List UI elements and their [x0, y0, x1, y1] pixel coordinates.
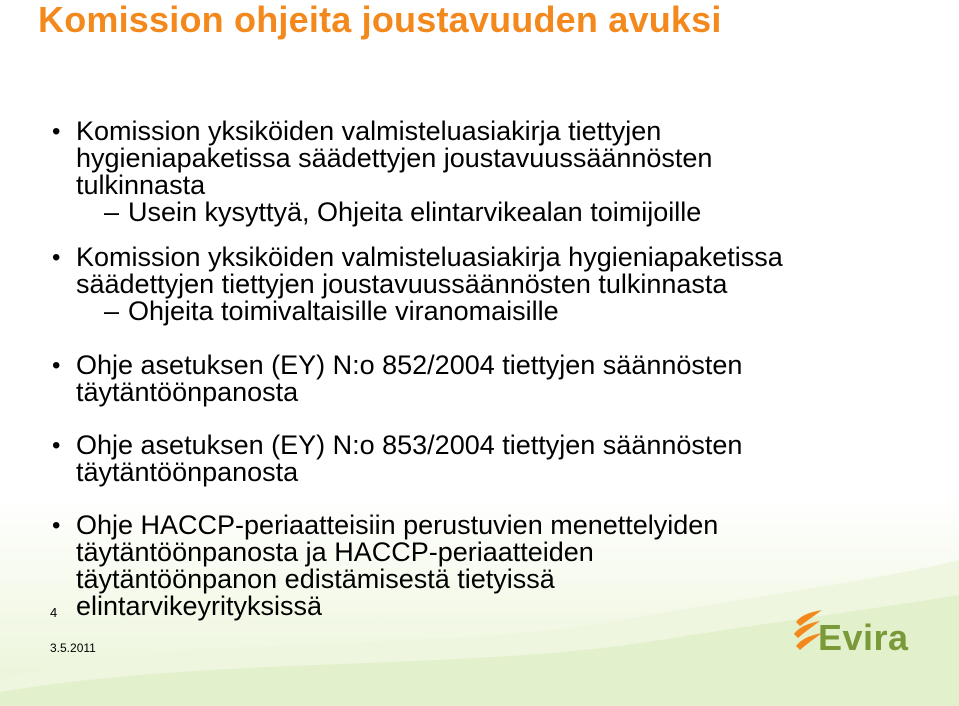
bullet-line: tulkinnasta: [76, 170, 206, 200]
bullet-line: elintarvikeyrityksissä: [76, 591, 323, 621]
bullet-dot-icon: •: [52, 512, 61, 539]
bullet-dot-icon: •: [52, 118, 61, 145]
sub-bullet-item: [52, 199, 912, 226]
bullet-dot-icon: •: [52, 432, 61, 459]
bullet-line: Ohje asetuksen (EY) N:o 852/2004 tiettyjen säännösten: [76, 350, 743, 380]
bullet-line: Ohje HACCP-periaatteisiin perustuvien menettelyiden: [76, 510, 719, 540]
bullet-line: Komission yksiköiden valmisteluasiakirja hygieniapaketissa: [76, 242, 783, 272]
bullet-dot-icon: •: [52, 352, 61, 379]
bullet-line: täytäntöönpanon edistämisestä tietyissä: [76, 564, 555, 594]
bullet-line: täytäntöönpanosta: [76, 377, 299, 407]
slide-title: Komission ohjeita joustavuuden avuksi: [38, 0, 722, 40]
dash-icon: –: [104, 296, 120, 326]
evira-logo: [792, 608, 922, 658]
sub-bullet-text: Ohjeita toimivaltaisille viranomaisille: [128, 296, 559, 326]
sub-bullet-text: Usein kysyttyä, Ohjeita elintarvikealan toimijoille: [128, 197, 702, 227]
bullet-line: Ohje asetuksen (EY) N:o 853/2004 tiettyjen säännösten: [76, 430, 743, 460]
bullet-item: [52, 512, 912, 620]
logo-text: Evira: [818, 617, 909, 658]
bullet-item: [52, 432, 912, 486]
bullet-line: hygieniapaketissa säädettyjen joustavuussäännösten: [76, 143, 713, 173]
slide-date: 3.5.2011: [50, 641, 96, 655]
bullet-item: [52, 118, 912, 199]
bullet-line: täytäntöönpanosta ja HACCP-periaatteiden: [76, 537, 594, 567]
bullet-item: [52, 352, 912, 406]
bullet-list: [52, 118, 912, 620]
dash-icon: –: [104, 197, 120, 227]
sub-bullet-item: [52, 298, 912, 325]
bullet-dot-icon: •: [52, 244, 61, 271]
bullet-line: säädettyjen tiettyjen joustavuussäännösten tulkinnasta: [76, 269, 728, 299]
bullet-line: täytäntöönpanosta: [76, 457, 299, 487]
bullet-line: Komission yksiköiden valmisteluasiakirja tiettyjen: [76, 116, 662, 146]
slide-number: 4: [50, 605, 58, 620]
bullet-item: [52, 244, 912, 298]
